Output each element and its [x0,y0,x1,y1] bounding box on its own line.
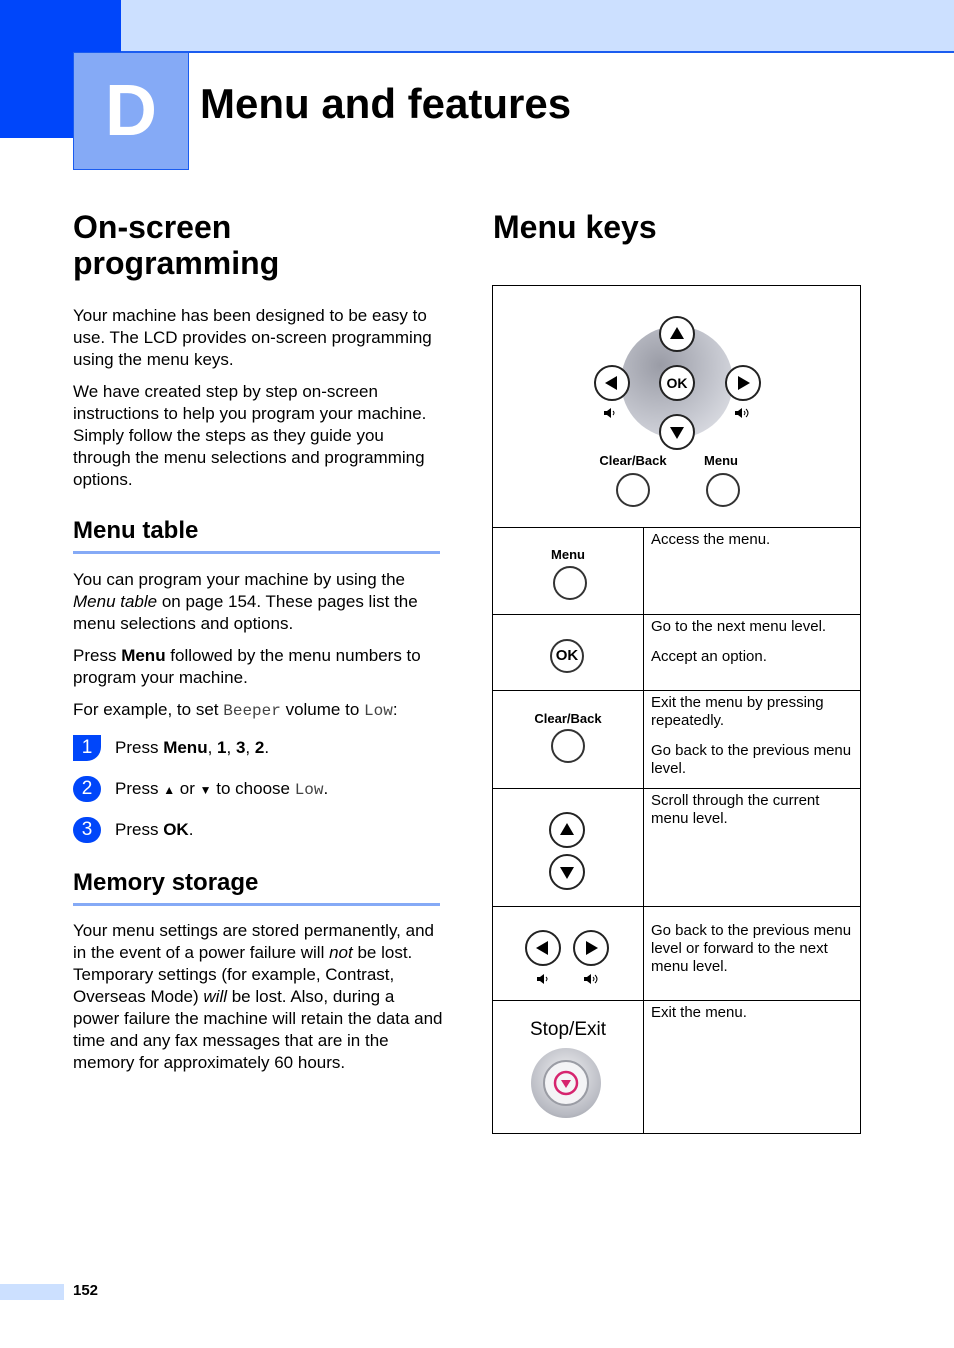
chapter-title: Menu and features [200,80,572,127]
row-ok-button[interactable]: OK [550,639,584,673]
down-arrow-icon: ▼ [199,783,212,797]
row-key-label-stop-exit: Stop/Exit [529,1019,607,1040]
menu-table-paragraph-3: For example, to set Beeper volume to Low: [73,700,398,720]
page-number: 152 [73,1282,99,1299]
step-number-2: 2 [73,776,101,802]
row-menu-button[interactable] [553,566,587,600]
volume-high-icon [734,406,752,424]
panel-clear-back-button[interactable] [616,473,650,507]
memory-paragraph: Your menu settings are stored permanently, and in the event of a power failure will not be lost. Temporary settings (for example, Contrast, Overseas Mode) will be lost. Also, during a power failure the machine will retain the data and time and any fax messages that are in the memory for approximately 60 hours. [73,921,443,1072]
menu-table-link-text: Menu table [73,592,158,611]
row-description-ok: Go to the next menu level. Accept an option. [651,618,827,665]
row-up-arrow-button[interactable] [549,812,585,848]
stop-icon [531,1048,601,1118]
row-description-left-right: Go back to the previous menu level or forward to the next menu level. [651,922,852,975]
menu-table-paragraph-1: You can program your machine by using the Menu table on page 154. These pages list the menu selections and options. [73,570,418,633]
panel-ok-button[interactable]: OK [659,365,695,401]
intro-paragraph-2: We have created step by step on-screen instructions to help you program your machine. Simply follow the steps as they guide you through the menu selections and programming options. [73,382,427,489]
row-key-label-clear-back: Clear/Back [534,711,602,726]
subsection-rule [73,551,440,554]
step-text-3: Press OK. [115,820,194,839]
panel-menu-button[interactable] [706,473,740,507]
row-clear-back-button[interactable] [551,729,585,763]
row-description-clear-back: Exit the menu by pressing repeatedly. Go back to the previous menu level. [651,694,852,777]
row-down-arrow-button[interactable] [549,854,585,890]
row-key-label-menu: Menu [551,547,585,562]
step-number-1: 1 [73,735,101,761]
step-text-2: Press ▲ or ▼ to choose Low. [115,779,329,799]
table-column-divider [643,527,644,1133]
row-right-arrow-button[interactable] [573,930,609,966]
row-description-up-down: Scroll through the current menu level. [651,792,820,827]
menu-keys-table [492,285,861,1134]
footer-bar [0,1284,64,1300]
section-title-onscreen: On-screen programming [73,209,280,281]
volume-low-icon [603,406,619,424]
table-divider [493,1000,860,1001]
menu-table-paragraph-2: Press Menu followed by the menu numbers to program your machine. [73,646,421,687]
row-stop-exit-button[interactable] [531,1048,601,1118]
table-divider [493,906,860,907]
volume-high-icon [583,972,601,990]
volume-low-icon [536,972,552,990]
step-text-1: Press Menu, 1, 3, 2. [115,738,270,757]
subsection-title-menu-table: Menu table [73,517,199,544]
table-divider [493,690,860,691]
row-description-menu: Access the menu. [651,531,771,548]
step-number-3: 3 [73,817,101,843]
header-band-light [121,0,954,53]
table-divider [493,614,860,615]
panel-right-arrow-button[interactable] [725,365,761,401]
section-title-menu-keys: Menu keys [493,209,657,245]
panel-left-arrow-button[interactable] [594,365,630,401]
table-divider [493,788,860,789]
chapter-letter-box: D [73,52,189,170]
up-arrow-icon: ▲ [163,783,176,797]
control-panel-illustration [493,286,860,527]
row-description-stop-exit: Exit the menu. [651,1004,747,1021]
table-divider [493,527,860,528]
panel-menu-label: Menu [704,453,738,468]
row-left-arrow-button[interactable] [525,930,561,966]
subsection-rule [73,903,440,906]
panel-clear-back-label: Clear/Back [599,453,667,468]
panel-down-arrow-button[interactable] [659,414,695,450]
panel-up-arrow-button[interactable] [659,316,695,352]
subsection-title-memory: Memory storage [73,869,259,896]
intro-paragraph-1: Your machine has been designed to be easy to use. The LCD provides on-screen programming using the menu keys. [73,306,432,369]
